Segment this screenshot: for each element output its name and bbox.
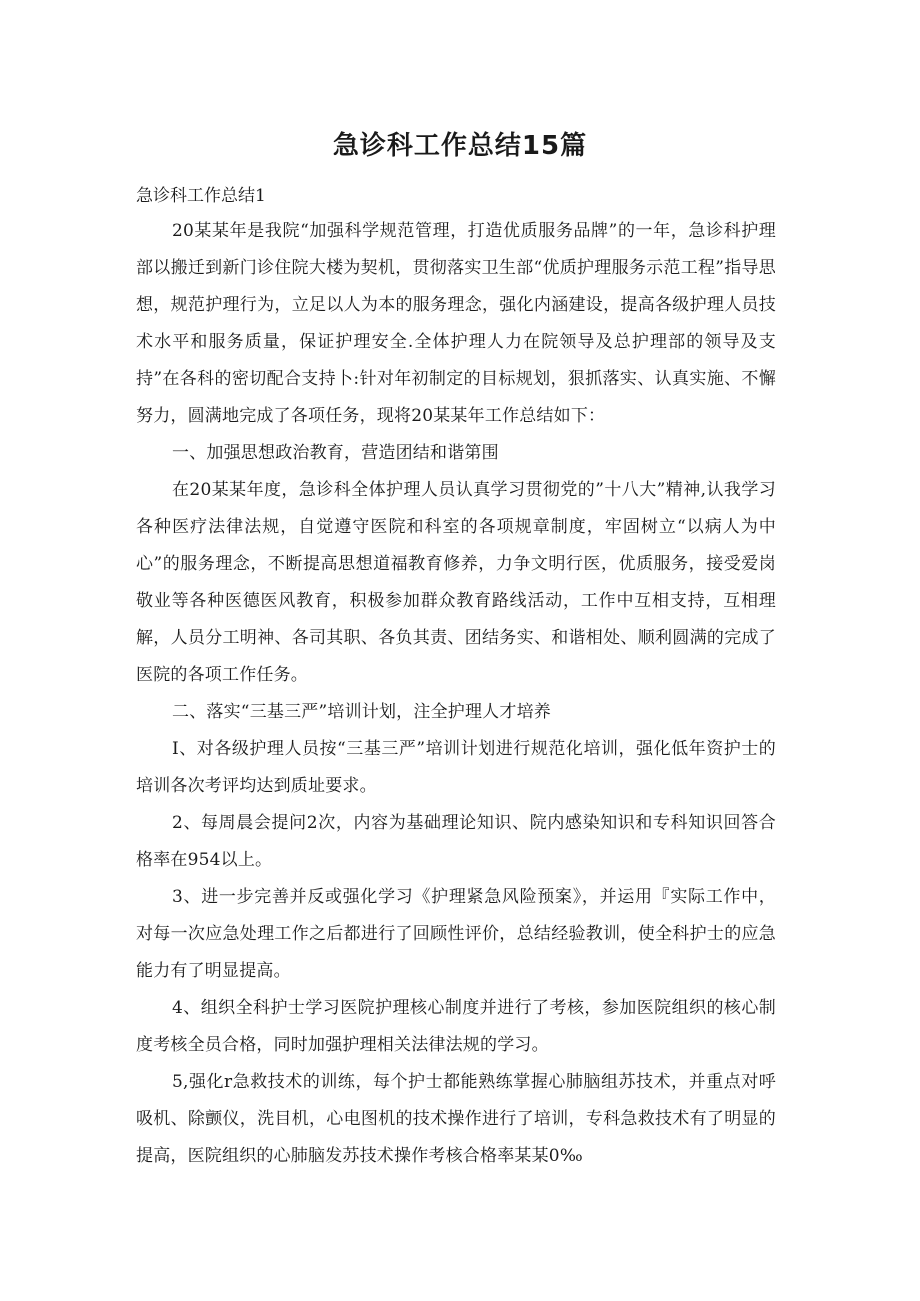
section-subtitle: 急诊科工作总结1	[136, 186, 266, 206]
paragraph-item-3: 3、进一步完善并反或强化学习《护理紧急风险预案》，并运用『实际工作中，对每一次应急处理工作之后都进行了回顾性评价，总结经验教训，使全科护士的应急能力有了明显提高。	[136, 887, 776, 981]
paragraph-item-2: 2、每周晨会提问2次，内容为基础理论知识、院内感染知识和专科知识回答合格率在954以上。	[136, 813, 776, 870]
paragraph-item-1: I、对各级护理人员按“三基三严”培训计划进行规范化培训，强化低年资护士的培训各次考评均达到质址要求。	[136, 739, 776, 796]
document-body	[136, 213, 776, 1175]
paragraph-intro: 20某某年是我院“加强科学规范管理，打造优质服务品牌”的一年，急诊科护理部以搬迁到新门诊住院大楼为契机，贯彻落实卫生部“优质护理服务示范工程”指导思想，规范护理行为，立足以人为本的服务理念，强化内涵建设，提高各级护理人员技术水平和服务质量，保证护理安全.全体护理人力在院领导及总护理部的领导及支持”在各科的密切配合支持卜:针对年初制定的目标规划，狠抓落实、认真实施、不懈努力，圆满地完成了各项任务，现将20某某年工作总结如下：	[136, 221, 776, 426]
section-heading-1: 一、加强思想政治教育，营造团结和谐第围	[172, 443, 499, 463]
section-heading-2: 二、落实“三基三严”培训计划，注全护理人才培养	[172, 702, 551, 722]
document-title: 急诊科工作总结15篇	[332, 131, 588, 161]
paragraph-item-5: 5,强化r急救技术的训练，每个护士都能熟练掌握心肺脑组苏技术，并重点对呼吸机、除颤仪，洗目机，心电图机的技术操作进行了培训，专科急救技术有了明显的提高，医院组织的心肺脑发苏技术操作考核合格率某某0‰	[136, 1072, 776, 1166]
paragraph-item-4: 4、组织全科护士学习医院护理核心制度并进行了考核，参加医院组织的核心制度考核全员合格，同时加强护理相关法律法规的学习。	[136, 998, 776, 1055]
paragraph-politics: 在20某某年度，急诊科全体护理人员认真学习贯彻党的”十八大”精神,认我学习各种医疗法律法规，自觉遵守医院和科室的各项规章制度，牢固树立“以病人为中心”的服务理念，不断提高思想道福教育修养，力争文明行医，优质服务，接受爱岗敬业等各种医德医风教育，积极参加群众教育路线活动，工作中互相支持，互相理解，人员分工明神、各司其职、各负其责、团结务实、和谐相处、顺利圆满的完成了医院的各项工作任务。	[136, 480, 776, 685]
